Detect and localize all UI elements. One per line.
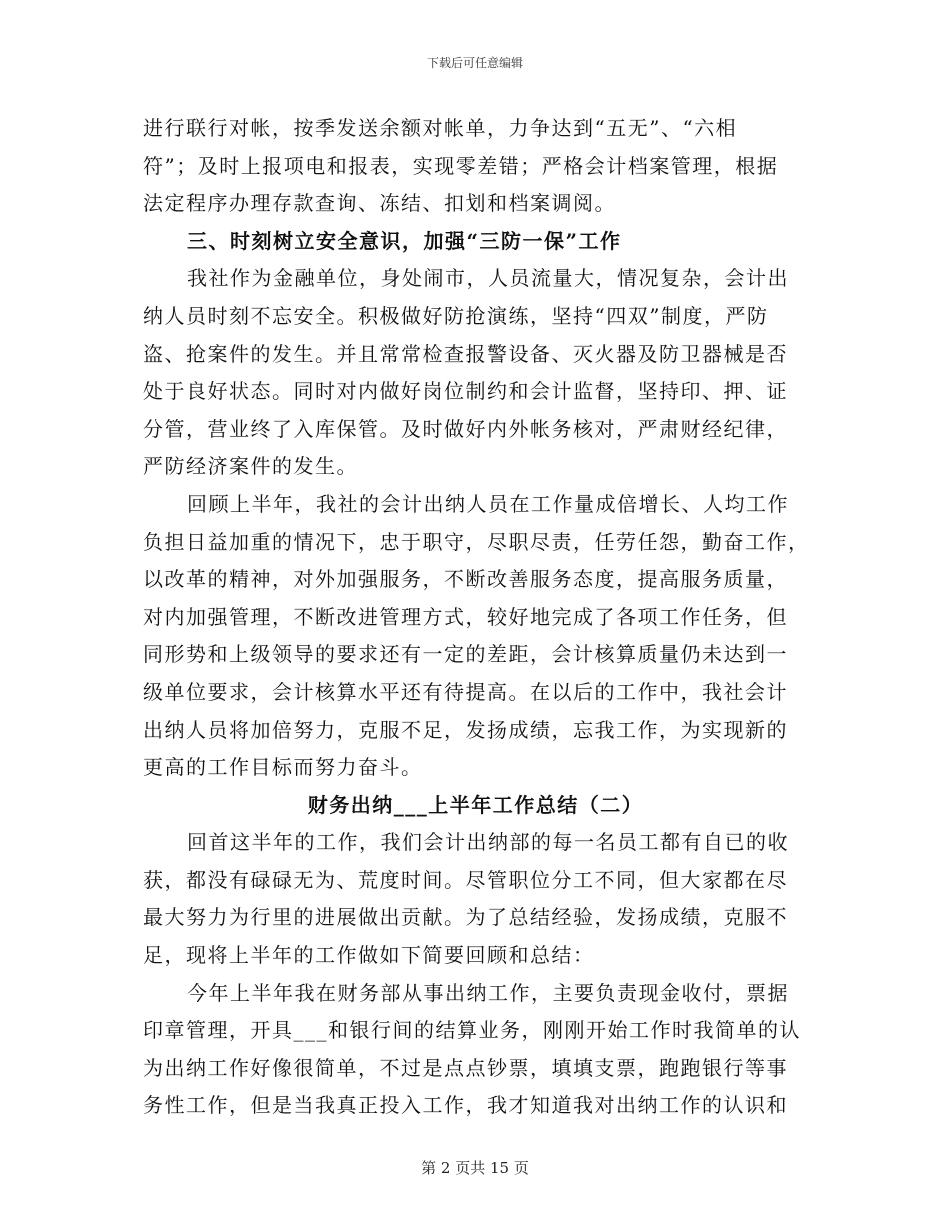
paragraph-line: 回顾上半年，我社的会计出纳人员在工作量成倍增长、人均工作 [187,491,789,516]
document-body [143,110,808,1125]
paragraph-line: 法定程序办理存款查询、冻结、扣划和档案调阅。 [143,191,616,216]
paragraph-line: 纳人员时刻不忘安全。积极做好防抢演练，坚持“四双”制度，严防 [143,303,769,328]
document-title: 财务出纳___上半年工作总结（二） [307,792,644,817]
paragraph-line: 出纳人员将加倍努力，克服不足，发扬成绩，忘我工作，为实现新的 [143,717,788,742]
paragraph-line: 获，都没有碌碌无为、荒度时间。尽管职位分工不同，但大家都在尽 [143,867,788,892]
paragraph-line: 为出纳工作好像很简单，不过是点点钞票，填填支票，跑跑银行等事 [143,1055,788,1080]
paragraph-line: 分管，营业终了入库保管。及时做好内外帐务核对，严肃财经纪律， [143,416,788,441]
paragraph-line: 同形势和上级领导的要求还有一定的差距，会计核算质量仍未达到一 [143,642,788,667]
paragraph-line: 回首这半年的工作，我们会计出纳部的每一名员工都有自已的收 [187,830,789,855]
page-header: 下载后可任意编辑 [426,56,523,70]
paragraph-line: 我社作为金融单位，身处闹市，人员流量大，情况复杂，会计出 [187,266,789,291]
paragraph-line: 对内加强管理，不断改进管理方式，较好地完成了各项工作任务，但 [143,604,788,629]
paragraph-line: 盗、抢案件的发生。并且常常检查报警设备、灭火器及防卫器械是否 [143,341,788,366]
paragraph-line: 务性工作，但是当我真正投入工作，我才知道我对出纳工作的认识和 [143,1093,788,1118]
paragraph-line: 印章管理，开具___和银行间的结算业务，刚刚开始工作时我简单的认 [143,1018,801,1043]
paragraph-line: 处于良好状态。同时对内做好岗位制约和会计监督，坚持印、押、证 [143,379,788,404]
paragraph-line: 足，现将上半年的工作做如下简要回顾和总结： [143,943,595,968]
paragraph-line: 以改革的精神，对外加强服务，不断改善服务态度，提高服务质量， [143,567,788,592]
paragraph-line: 进行联行对帐，按季发送余额对帐单，力争达到“五无”、“六相 [143,116,738,140]
paragraph-line: 负担日益加重的情况下，忠于职守，尽职尽责，任劳任怨，勤奋工作， [143,529,810,554]
paragraph-line: 今年上半年我在财务部从事出纳工作，主要负责现金收付，票据 [187,980,789,1005]
paragraph-line: 符”；及时上报项电和报表，实现零差错；严格会计档案管理，根据 [143,153,779,178]
section-heading: 三、时刻树立安全意识，加强“三防一保”工作 [187,228,622,253]
paragraph-line: 级单位要求，会计核算水平还有待提高。在以后的工作中，我社会计 [143,679,788,704]
page-footer: 第 2 页共 15 页 [421,1159,529,1177]
paragraph-line: 严防经济案件的发生。 [143,454,358,479]
paragraph-line: 更高的工作目标而努力奋斗。 [143,755,423,780]
paragraph-line: 最大努力为行里的进展做出贡献。为了总结经验，发扬成绩，克服不 [143,905,788,930]
